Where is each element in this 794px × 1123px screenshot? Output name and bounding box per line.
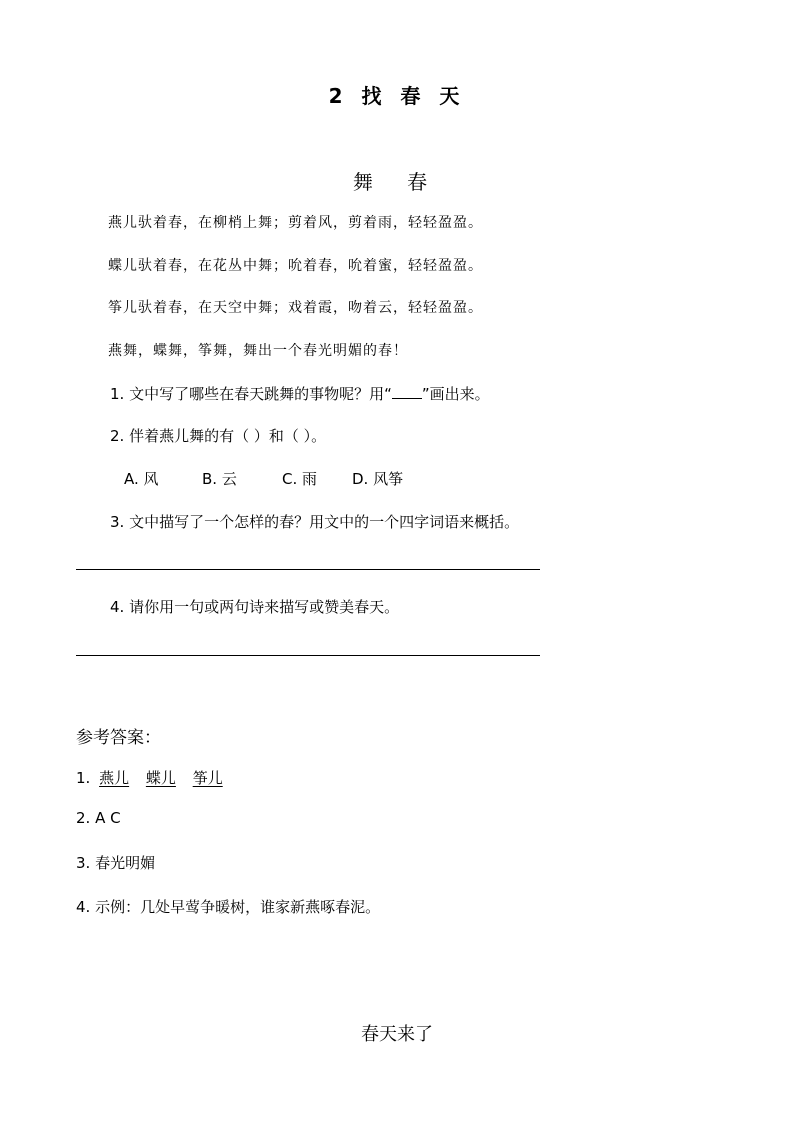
answer-3: 3. 春光明媚: [76, 854, 156, 872]
answer-word: 燕儿: [99, 769, 130, 787]
answer-word: 蝶儿: [145, 769, 176, 787]
question-1: [110, 383, 490, 404]
question-2: 2. 伴着燕儿舞的有（ ）和（ ）。: [110, 427, 327, 445]
answer-1-prefix: 1.: [76, 769, 91, 787]
answers-heading: 参考答案：: [76, 728, 161, 748]
answer-blank: [392, 386, 422, 399]
option-c: C. 雨: [282, 470, 318, 488]
answer-2: 2. A C: [76, 809, 121, 827]
option-d: D. 风筝: [352, 470, 404, 488]
page-title: 2 找 春 天: [328, 84, 466, 108]
answer-1: [76, 767, 223, 788]
question-1-prefix: 1. 文中写了哪些在春天跳舞的事物呢？用“: [110, 385, 392, 403]
question-1-suffix: ”画出来。: [421, 385, 490, 403]
passage-line: 筝儿驮着春，在天空中舞；戏着霞，吻着云，轻轻盈盈。: [108, 300, 483, 316]
question-4: 4. 请你用一句或两句诗来描写或赞美春天。: [110, 598, 400, 616]
answer-word: 筝儿: [192, 769, 223, 787]
answer-4: 4. 示例：几处早莺争暖树，谁家新燕啄春泥。: [76, 898, 381, 916]
answer-line: [76, 569, 540, 570]
question-2-options: [124, 468, 403, 489]
passage-line: 蝶儿驮着春，在花丛中舞；吮着春，吮着蜜，轻轻盈盈。: [108, 258, 483, 274]
question-3: 3. 文中描写了一个怎样的春？用文中的一个四字词语来概括。: [110, 513, 520, 531]
option-b: B. 云: [202, 470, 237, 488]
option-a: A. 风: [124, 470, 159, 488]
passage-title: 舞 春: [352, 170, 442, 194]
next-section-title: 春天来了: [361, 1024, 433, 1045]
passage-line: 燕儿驮着春，在柳梢上舞；剪着风，剪着雨，轻轻盈盈。: [108, 215, 483, 231]
answer-line: [76, 655, 540, 656]
passage-line: 燕舞，蝶舞，筝舞，舞出一个春光明媚的春！: [108, 343, 408, 359]
